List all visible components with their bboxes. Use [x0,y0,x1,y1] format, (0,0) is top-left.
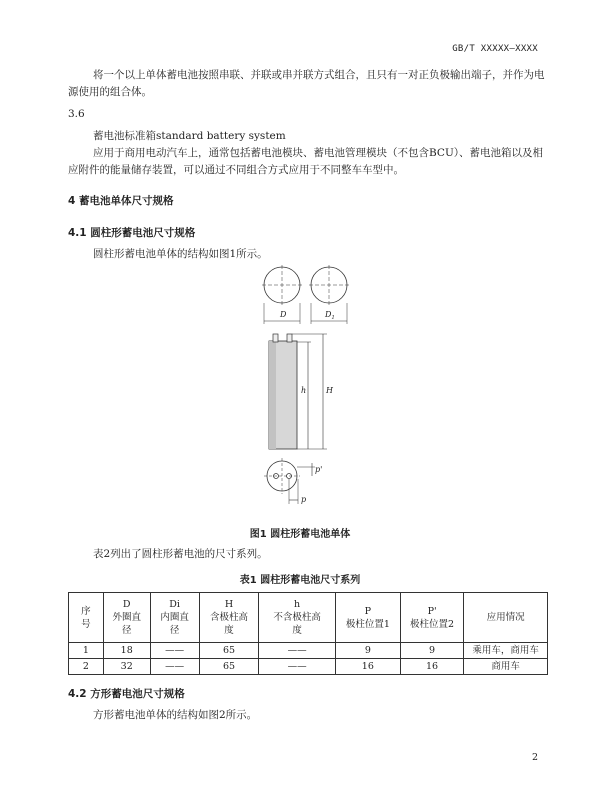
table-cell: 2 [69,659,104,675]
clause-3-6-term: 蓄电池标准箱standard battery system [93,130,286,142]
section-4-2-text: 方形蓄电池单体的结构如图2所示。 [93,709,258,721]
intro-line-2: 源使用的组合体。 [68,86,152,98]
figure-1-caption: 图1 圆柱形蓄电池单体 [249,529,351,540]
table-cell: 16 [401,659,464,675]
label-h: h [301,386,307,395]
table-cell: 9 [335,643,400,659]
label-D: D [280,310,287,319]
table-cell: 32 [103,659,150,675]
table-cell: 乘用车，商用车 [464,643,548,659]
clause-3-6-number: 3.6 [68,108,85,120]
header-inner-diameter: Di 内圈直 径 [150,593,199,643]
header-index: 序 号 [69,593,104,643]
header-application: 应用情况 [464,593,548,643]
table-cell: 18 [103,643,150,659]
header-outer-diameter: D 外圈直 径 [103,593,150,643]
header-height-with-terminal: H 含极柱高 度 [199,593,259,643]
table-cell: 商用车 [464,659,548,675]
table-cell: 1 [69,643,104,659]
page-number: 2 [531,752,538,763]
section-4-2-title: 4.2 方形蓄电池尺寸规格 [68,688,185,700]
label-D1: $D_1$ [325,310,335,321]
clause-3-6-def-line-2: 应附件的能量储存装置，可以通过不同组合方式应用于不同整车车型中。 [68,164,404,176]
clause-3-6-def-line-1: 应用于商用电动汽车上，通常包括蓄电池模块、蓄电池管理模块（不包含BCU）、蓄电池箱以及相 [93,147,544,159]
figure-1-drawing [245,262,355,516]
table-cell: 65 [199,643,259,659]
dimension-table [68,592,548,675]
section-4-1-title: 4.1 圆柱形蓄电池尺寸规格 [68,227,196,239]
header-terminal-position-1: P 极柱位置1 [335,593,400,643]
table-row [69,643,548,659]
label-p-prime: p' [315,465,323,474]
table-cell: —— [150,659,199,675]
table-cell: 16 [335,659,400,675]
table-cell: 9 [401,643,464,659]
table-cell: 65 [199,659,259,675]
label-p: p [301,495,307,504]
table-cell: —— [150,643,199,659]
header-doc-code: GB/T XXXXX—XXXX [452,44,538,54]
table-1-title: 表1 圆柱形蓄电池尺寸系列 [239,575,361,586]
header-height-without-terminal: h 不含极柱高 度 [259,593,335,643]
table-row [69,659,548,675]
section-4-title: 4 蓄电池单体尺寸规格 [68,195,174,207]
table-intro-text: 表2列出了圆柱形蓄电池的尺寸系列。 [93,548,268,560]
cell-side-view [269,334,297,449]
table-cell: —— [259,643,335,659]
label-H: H [326,386,333,395]
section-4-1-text: 圆柱形蓄电池单体的结构如图1所示。 [93,248,268,260]
header-terminal-position-2: P' 极柱位置2 [401,593,464,643]
table-header-row [69,593,548,643]
table-cell: —— [259,659,335,675]
intro-line-1: 将一个以上单体蓄电池按照串联、并联或串并联方式组合，且只有一对正负极输出端子，并作为电 [93,69,545,81]
